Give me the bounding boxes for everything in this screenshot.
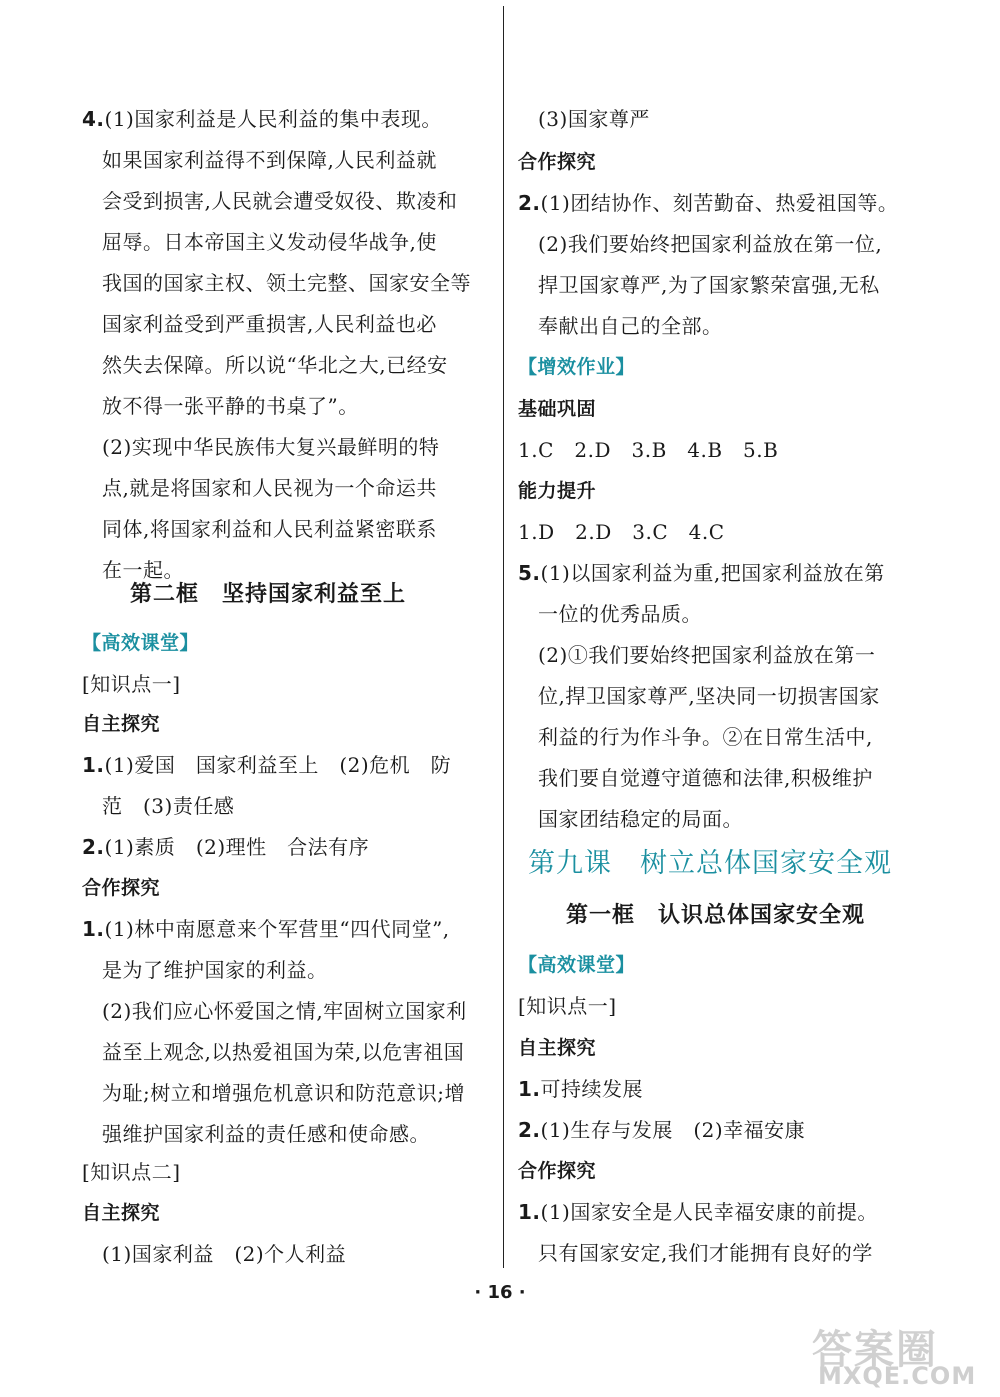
item-number: 2. (518, 191, 541, 215)
text-line (82, 753, 451, 777)
subsection-heading: 自主探究 (518, 1037, 597, 1059)
text-line: [知识点二] (82, 1160, 181, 1184)
item-text: (1)以国家利益为重,把国家利益放在第 (540, 561, 885, 585)
item-number: 1. (82, 917, 105, 941)
section-tag: 【增效作业】 (518, 356, 636, 378)
text-line: 只有国家安定,我们才能拥有良好的学 (538, 1241, 873, 1265)
text-line (82, 835, 369, 859)
text-line: 屈辱。日本帝国主义发动侵华战争,使 (102, 230, 437, 254)
subsection-heading: 能力提升 (518, 480, 597, 502)
lesson-title: 第九课 树立总体国家安全观 (528, 848, 892, 879)
item-number: 1. (82, 753, 105, 777)
subsection-heading: 合作探究 (518, 1160, 597, 1182)
item-number: 1. (518, 1077, 541, 1101)
text-line: 国家团结稳定的局面。 (538, 807, 743, 831)
text-line: 会受到损害,人民就会遭受奴役、欺凌和 (102, 189, 458, 213)
item-text: (1)爱国 国家利益至上 (2)危机 防 (104, 753, 452, 777)
subsection-heading: 合作探究 (518, 151, 597, 173)
page-number: · 16 · (474, 1282, 526, 1303)
item-number: 2. (518, 1118, 541, 1142)
item-text: 可持续发展 (540, 1077, 644, 1101)
text-line: (2)我们应心怀爱国之情,牢固树立国家利 (102, 999, 467, 1023)
section-heading: 第二框 坚持国家利益至上 (130, 582, 407, 607)
text-line: 奉献出自己的全部。 (538, 314, 723, 338)
text-line: 在一起。 (102, 558, 184, 582)
section-tag: 【高效课堂】 (518, 954, 636, 976)
text-line: 益至上观念,以热爱祖国为荣,以危害祖国 (102, 1040, 465, 1064)
text-line: 为耻;树立和增强危机意识和防范意识;增 (102, 1081, 465, 1105)
text-line: 放不得一张平静的书桌了”。 (102, 394, 359, 418)
text-line (518, 191, 898, 215)
text-line: (2)①我们要始终把国家利益放在第一 (538, 643, 876, 667)
subsection-heading: 自主探究 (82, 1202, 161, 1224)
text-line: 捍卫国家尊严,为了国家繁荣富强,无私 (538, 273, 880, 297)
section-heading: 第一框 认识总体国家安全观 (566, 903, 866, 928)
text-line: (1)国家利益 (2)个人利益 (102, 1242, 347, 1266)
text-line: 一位的优秀品质。 (538, 602, 702, 626)
item-text: (1)国家安全是人民幸福安康的前提。 (540, 1200, 878, 1224)
item-text: (1)素质 (2)理性 合法有序 (104, 835, 370, 859)
answer-line: 1.D 2.D 3.C 4.C (518, 520, 725, 544)
text-line (518, 1118, 805, 1142)
subsection-heading: 基础巩固 (518, 398, 597, 420)
watermark-logo (812, 1318, 988, 1392)
text-line: (2)实现中华民族伟大复兴最鲜明的特 (102, 435, 440, 459)
text-line: 国家利益受到严重损害,人民利益也必 (102, 312, 437, 336)
text-line: 范 (3)责任感 (102, 794, 235, 818)
item-number: 4. (82, 107, 105, 131)
column-divider (503, 6, 504, 1268)
watermark-title: 答案圈 (812, 1327, 938, 1373)
item-number: 1. (518, 1200, 541, 1224)
text-line: 是为了维护国家的利益。 (102, 958, 328, 982)
text-line: (3)国家尊严 (538, 107, 650, 131)
text-line: [知识点一] (82, 672, 181, 696)
text-line: 我国的国家主权、领土完整、国家安全等 (102, 271, 471, 295)
item-text: (1)生存与发展 (2)幸福安康 (540, 1118, 806, 1142)
text-line (518, 561, 885, 585)
text-line: 如果国家利益得不到保障,人民利益就 (102, 148, 437, 172)
text-line (518, 1200, 878, 1224)
text-line: 我们要自觉遵守道德和法律,积极维护 (538, 766, 873, 790)
subsection-heading: 自主探究 (82, 713, 161, 735)
text-line: [知识点一] (518, 994, 617, 1018)
text-line (82, 107, 442, 131)
item-text: (1)团结协作、刻苦勤奋、热爱祖国等。 (540, 191, 899, 215)
text-line: (2)我们要始终把国家利益放在第一位, (538, 232, 883, 256)
text-line: 位,捍卫国家尊严,坚决同一切损害国家 (538, 684, 880, 708)
subsection-heading: 合作探究 (82, 877, 161, 899)
item-number: 2. (82, 835, 105, 859)
text-line (82, 917, 450, 941)
watermark-url: MXQE.COM (818, 1362, 977, 1390)
text-line: 利益的行为作斗争。②在日常生活中, (538, 725, 873, 749)
text-line: 点,就是将国家和人民视为一个命运共 (102, 476, 437, 500)
item-number: 5. (518, 561, 541, 585)
text-line: 强维护国家利益的责任感和使命感。 (102, 1122, 430, 1146)
section-tag: 【高效课堂】 (82, 632, 200, 654)
text-line: 同体,将国家利益和人民利益紧密联系 (102, 517, 437, 541)
answer-line: 1.C 2.D 3.B 4.B 5.B (518, 438, 779, 462)
item-text: (1)林中南愿意来个军营里“四代同堂”, (104, 917, 450, 941)
item-text: (1)国家利益是人民利益的集中表现。 (104, 107, 442, 131)
text-line: 然失去保障。所以说“华北之大,已经安 (102, 353, 448, 377)
text-line (518, 1077, 643, 1101)
